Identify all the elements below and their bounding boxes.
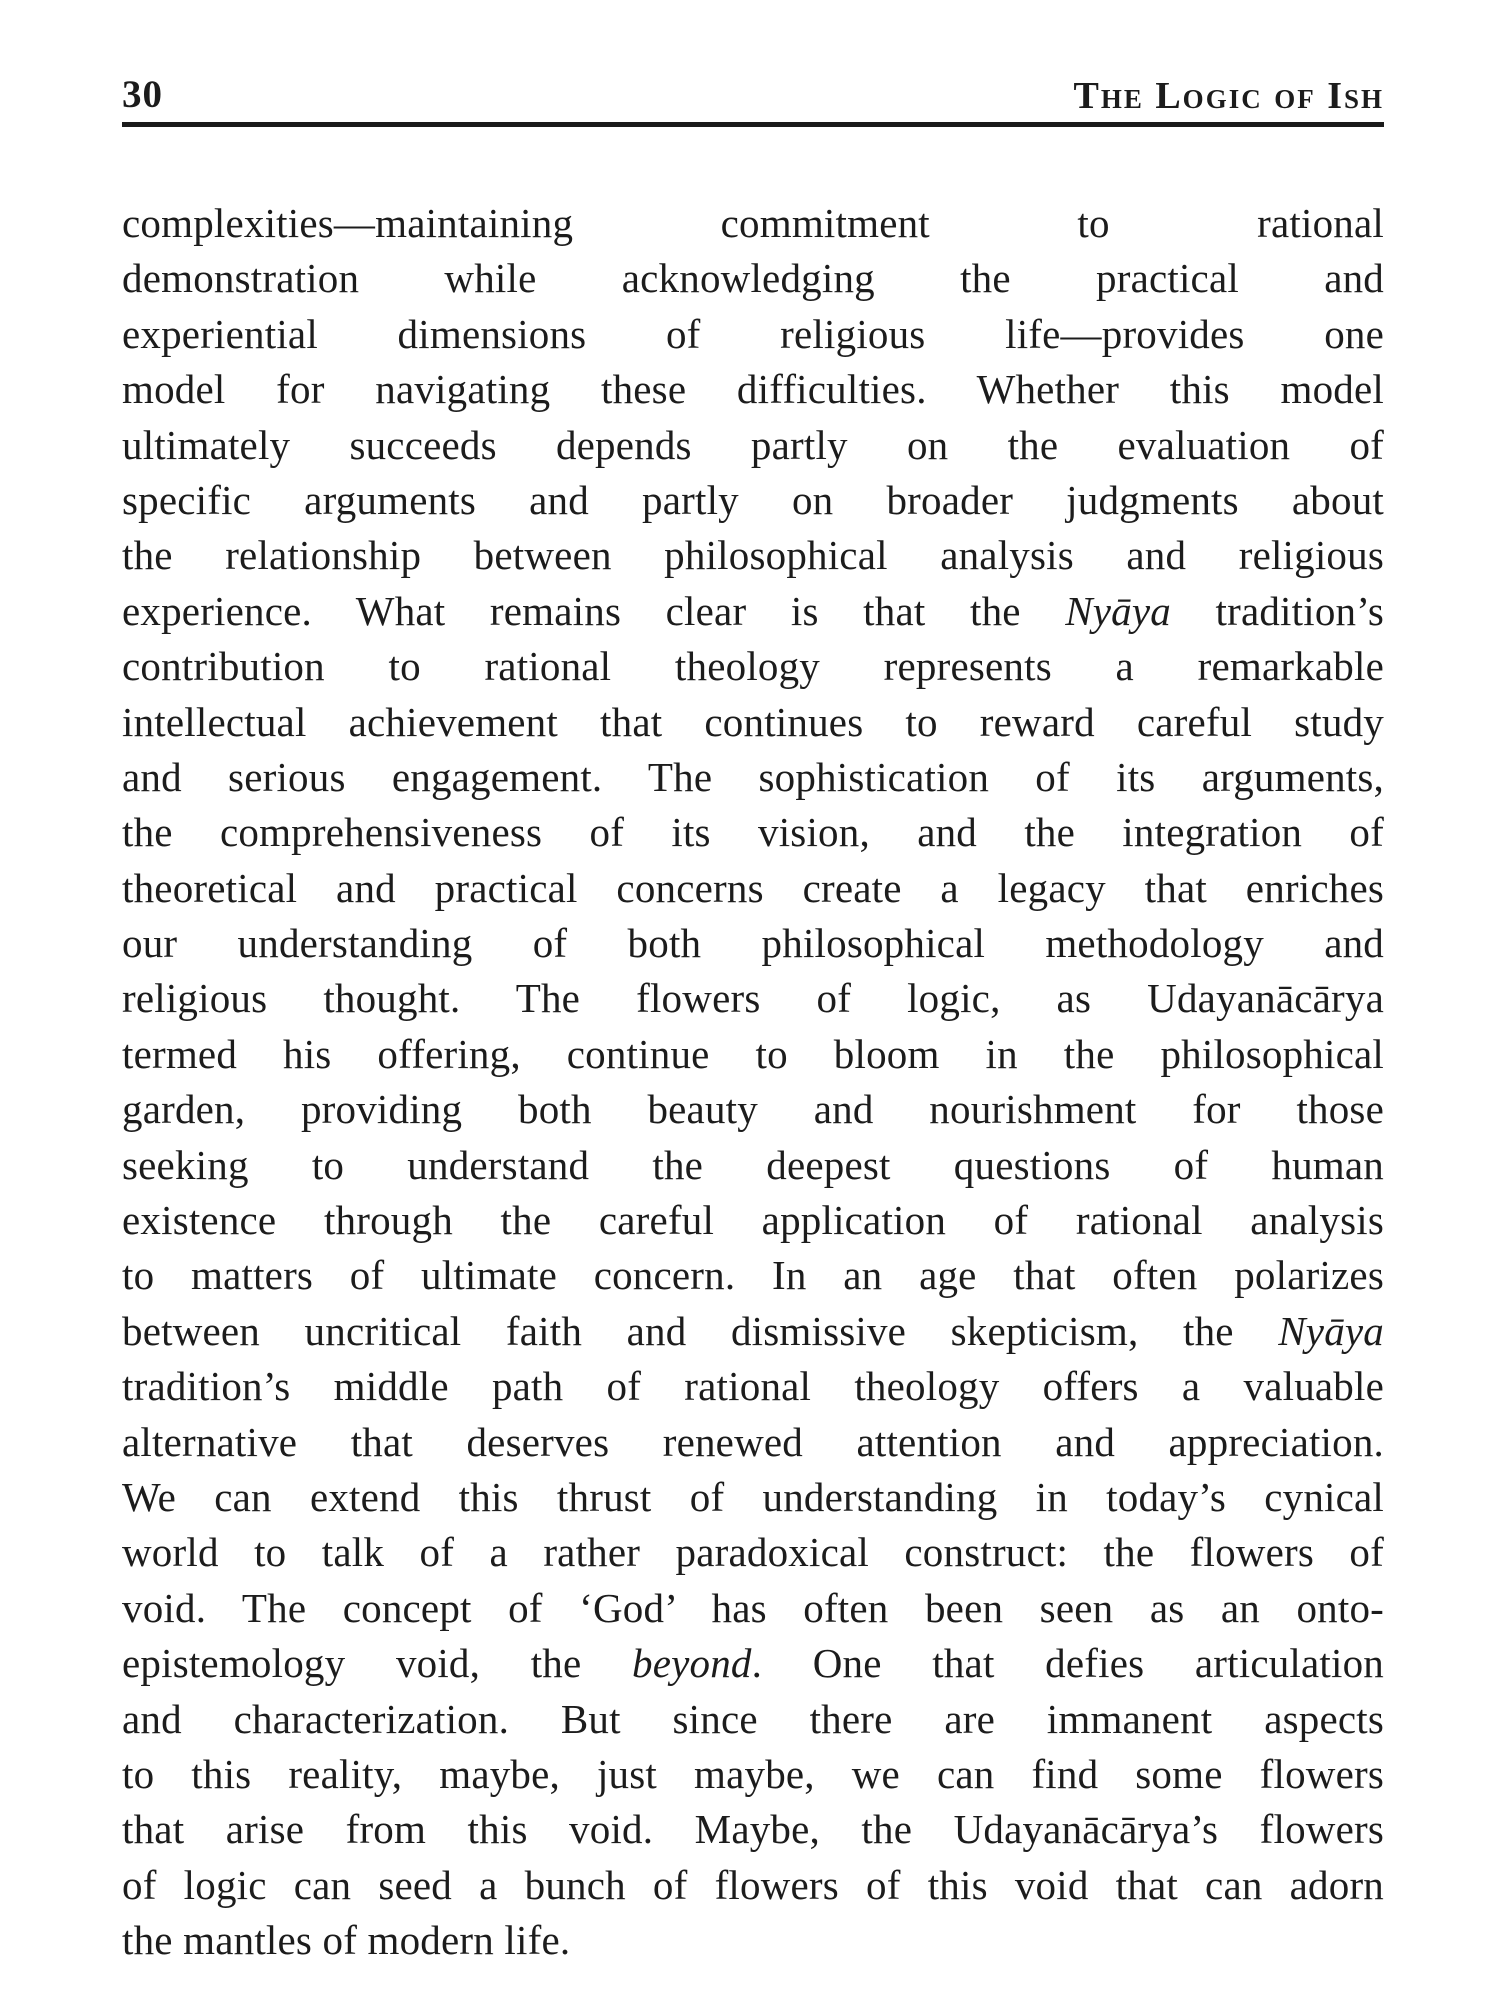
text-line: to this reality, maybe, just maybe, we can find some flowers	[122, 1750, 1384, 1797]
italic-term: Nyāya	[1065, 587, 1171, 634]
italic-term: beyond	[632, 1640, 752, 1687]
body-paragraph	[122, 196, 1384, 1969]
text-line: experiential dimensions of religious life—provides one	[122, 310, 1384, 357]
text-line: intellectual achievement that continues to reward careful study	[122, 698, 1384, 745]
text-line: demonstration while acknowledging the practical and	[122, 255, 1384, 302]
book-title: The Logic of Ish	[1073, 75, 1384, 117]
text-line: contribution to rational theology represents a remarkable	[122, 643, 1384, 690]
text-line: religious thought. The flowers of logic, as Udayanācārya	[122, 975, 1384, 1022]
text-line: theoretical and practical concerns create a legacy that enriches	[122, 864, 1384, 911]
text-line: ultimately succeeds depends partly on the evaluation of	[122, 421, 1384, 468]
text-line: that arise from this void. Maybe, the Udayanācārya’s flowers	[122, 1806, 1384, 1853]
text-line: to matters of ultimate concern. In an age that often polarizes	[122, 1252, 1384, 1299]
header-rule	[122, 122, 1384, 127]
text-line: of logic can seed a bunch of flowers of this void that can adorn	[122, 1861, 1384, 1908]
text-line: world to talk of a rather paradoxical construct: the flowers of	[122, 1529, 1384, 1576]
page-number: 30	[122, 73, 163, 116]
text-line: We can extend this thrust of understanding in today’s cynical	[122, 1473, 1384, 1520]
text-line: tradition’s middle path of rational theology offers a valuable	[122, 1363, 1384, 1410]
text-line: model for navigating these difficulties. Whether this model	[122, 366, 1384, 413]
text-line: specific arguments and partly on broader judgments about	[122, 476, 1384, 523]
text-line: garden, providing both beauty and nourishment for those	[122, 1086, 1384, 1133]
text-line: the comprehensiveness of its vision, and the integration of	[122, 809, 1384, 856]
text-line: and characterization. But since there are immanent aspects	[122, 1695, 1384, 1742]
text-line: and serious engagement. The sophistication of its arguments,	[122, 753, 1384, 800]
italic-term: Nyāya	[1278, 1307, 1384, 1354]
text-line: the relationship between philosophical analysis and religious	[122, 532, 1384, 579]
running-head	[122, 68, 1384, 128]
text-line: the mantles of modern life.	[122, 1917, 571, 1964]
text-line: termed his offering, continue to bloom in the philosophical	[122, 1030, 1384, 1077]
text-line: experience. What remains clear is that the Nyāya tradition’s	[122, 587, 1384, 634]
text-line: existence through the careful application of rational analysis	[122, 1197, 1384, 1244]
text-line: between uncritical faith and dismissive skepticism, the Nyāya	[122, 1307, 1384, 1354]
text-line: complexities—maintaining commitment to rational	[122, 200, 1384, 246]
text-line: our understanding of both philosophical methodology and	[122, 920, 1384, 967]
text-line: alternative that deserves renewed attention and appreciation.	[122, 1418, 1384, 1465]
text-line: seeking to understand the deepest questions of human	[122, 1141, 1384, 1188]
text-line: epistemology void, the beyond. One that defies articulation	[122, 1640, 1384, 1687]
text-line: void. The concept of ‘God’ has often been seen as an onto-	[122, 1584, 1384, 1631]
